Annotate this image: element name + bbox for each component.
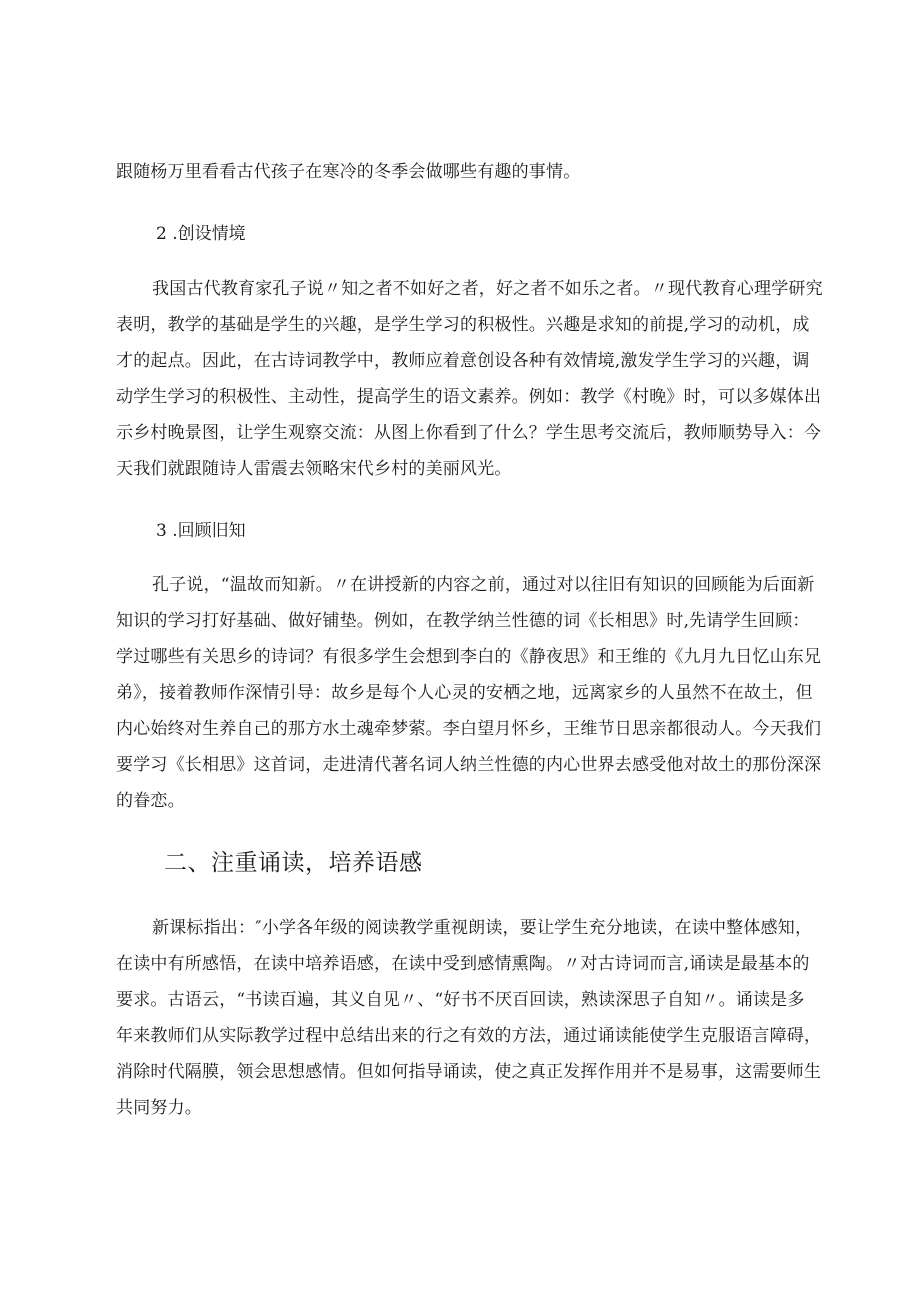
paragraph-line: 才的起点。因此，在古诗词教学中，教师应着意创设各种有效情境,激发学生学习的兴趣，调: [116, 351, 810, 371]
paragraph-line: 学过哪些有关思乡的诗词？有很多学生会想到李白的《静夜思》和王维的《九月九日忆山东兄: [116, 647, 822, 667]
paragraph-line: 知识的学习打好基础、做好铺垫。例如，在教学纳兰性德的词《长相思》时,先请学生回顾：: [116, 611, 810, 631]
section-2-paragraph: [116, 271, 823, 487]
section-two-heading: 二、注重诵读，培养语感: [164, 850, 423, 876]
paragraph-line: 示乡村晚景图，让学生观察交流：从图上你看到了什么？学生思考交流后，教师顺势导入：今: [116, 423, 822, 443]
paragraph-line: 内心始终对生养自己的那方水土魂牵梦萦。李白望月怀乡，王维节日思亲都很动人。今天我们: [116, 719, 822, 739]
paragraph-line: 要求。古语云，“书读百遍，其义自见〃、“好书不厌百回读，熟读深思子自知〃。诵读是多: [116, 990, 805, 1010]
paragraph-line: 新课标指出：″小学各年级的阅读教学重视朗读，要让学生充分地读，在读中整体感知，: [152, 918, 813, 938]
paragraph-line: 动学生学习的积极性、主动性，提高学生的语文素养。例如：教学《村晚》时，可以多媒体出: [116, 387, 822, 407]
paragraph-line: 共同努力。: [116, 1098, 202, 1118]
paragraph-line: 的眷恋。: [116, 791, 185, 811]
paragraph-line: 弟》，接着教师作深情引导：故乡是每个人心灵的安栖之地，远离家乡的人虽然不在故土，但: [116, 683, 813, 703]
paragraph-line: 消除时代隔膜，领会思想感情。但如何指导诵读，使之真正发挥作用并不是易事，这需要师生: [116, 1062, 822, 1082]
paragraph-line: 天我们就跟随诗人雷震去领略宋代乡村的美丽风光。: [116, 459, 512, 479]
section-two-paragraph: [116, 910, 822, 1126]
paragraph-line: 年来教师们从实际教学过程中总结出来的行之有效的方法，通过诵读能使学生克服语言障碍，: [116, 1026, 822, 1046]
section-3-paragraph: [116, 567, 822, 819]
paragraph-line: 孔子说，“温故而知新。〃在讲授新的内容之前，通过对以往旧有知识的回顾能为后面新: [152, 575, 815, 595]
paragraph-line: 表明，教学的基础是学生的兴趣，是学生学习的积极性。兴趣是求知的前提,学习的动机，成: [116, 315, 810, 335]
section-3-heading: 3 .回顾旧知: [156, 521, 246, 541]
paragraph-line: 要学习《长相思》这首词，走进清代著名词人纳兰性德的内心世界去感受他对故土的那份深深: [116, 755, 822, 775]
paragraph-line: 我国古代教育家孔子说〃知之者不如好之者，好之者不如乐之者。〃现代教育心理学研究: [152, 279, 823, 299]
paragraph-line: 在读中有所感悟，在读中培养语感，在读中受到感情熏陶。〃对古诗词而言,诵读是最基本的: [116, 954, 810, 974]
intro-line: 跟随杨万里看看古代孩子在寒冷的冬季会做哪些有趣的事情。: [116, 162, 581, 182]
section-2-heading: 2 .创设情境: [156, 224, 246, 244]
